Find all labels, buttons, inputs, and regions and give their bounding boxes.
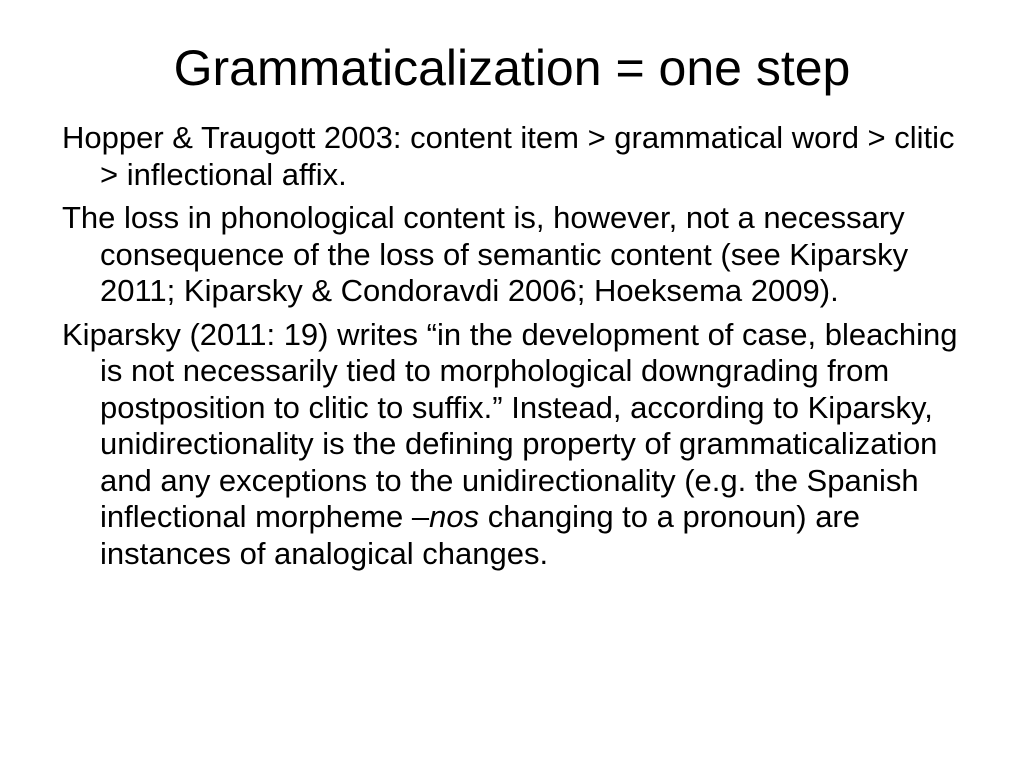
bullet-text-before: Kiparsky (2011: 19) writes “in the development of case, bleaching is not necessarily tied to morphological downgrading from postposition to clitic to suffix.” Instead, according to Kiparsky, unidirectionality is the defining property of grammaticalization and any exceptions to the unidirectionality (e.g. the Spanish inflectional morpheme – [62, 316, 958, 534]
bullet-phonological-loss: The loss in phonological content is, however, not a necessary consequence of the loss of semantic content (see Kiparsky 2011; Kiparsky & Condoravdi 2006; Hoeksema 2009). [62, 200, 909, 308]
slide-body [62, 120, 962, 579]
bullet-kiparsky-quote [62, 317, 962, 573]
slide-title: Grammaticalization = one step [173, 40, 851, 96]
italic-morpheme: nos [429, 499, 480, 534]
bullet-text-after: changing to a pronoun) are instances of analogical changes. [100, 499, 860, 571]
bullet-hopper-traugott: Hopper & Traugott 2003: content item > grammatical word > clitic > inflectional affix. [62, 120, 955, 192]
